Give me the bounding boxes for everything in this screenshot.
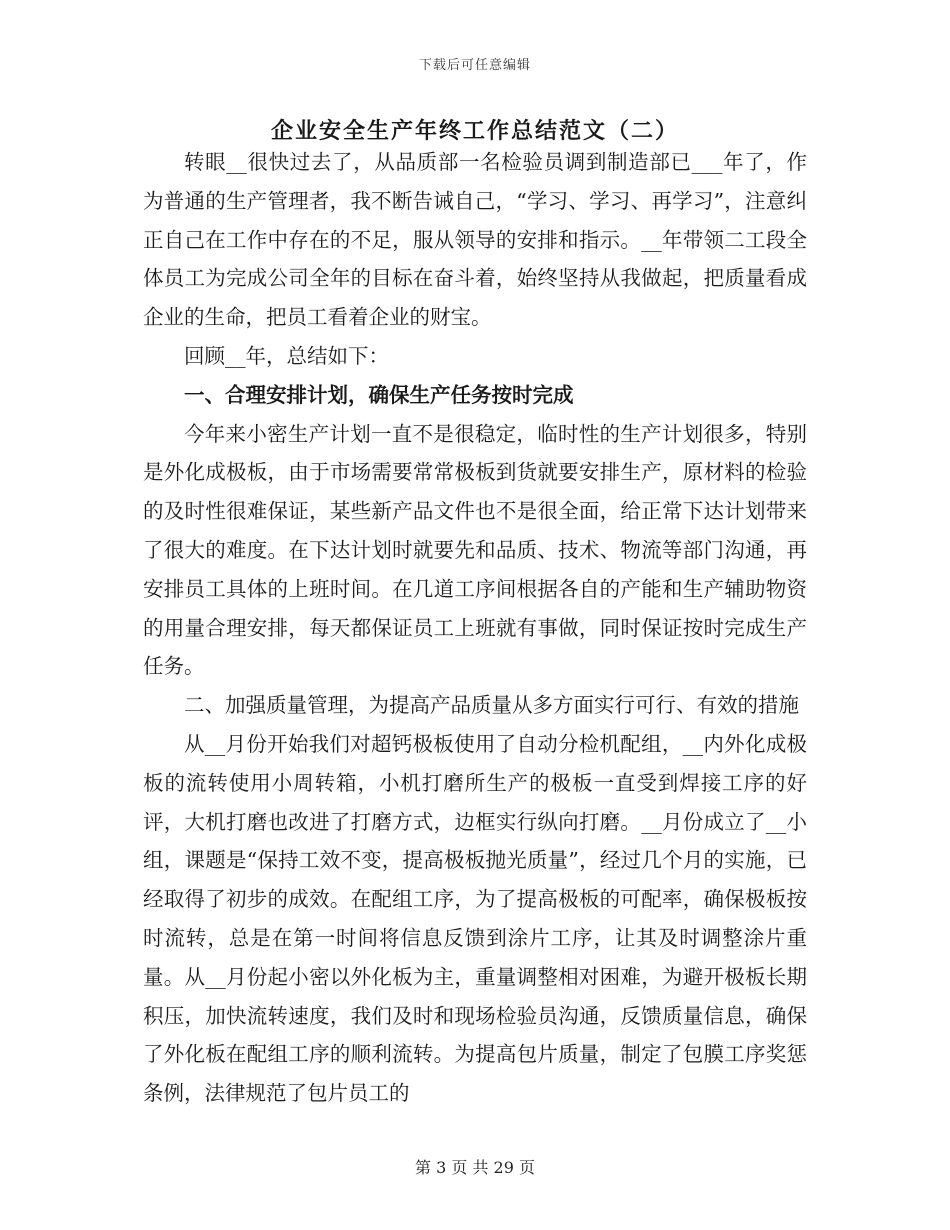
- paragraph-review: 回顾__年，总结如下：: [184, 343, 389, 368]
- page-number: 第 3 页 共 29 页: [415, 1158, 535, 1177]
- paragraph-section-2: 从__月份开始我们对超钙极板使用了自动分检机配组，__内外化成极板的流转使用小周转箱，小机打磨所生产的极板一直受到焊接工序的好评，大机打磨也改进了打磨方式，边框实行纵向打磨。__月份成立了__小组，课题是“保持工效不变，提高极板抛光质量”，经过几个月的实施，已经取得了初步的成效。在配组工序，为了提高极板的可配率，确保极板按时流转，总是在第一时间将信息反馈到涂片工序，让其及时调整涂片重量。从__月份起小密以外化板为主，重量调整相对困难，为避开极板长期积压，加快流转速度，我们及时和现场检验员沟通，反馈质量信息，确保了外化板在配组工序的顺利流转。为提高包片质量，制定了包膜工序奖惩条例，法律规范了包片员工的: [143, 731, 807, 1106]
- document-title: 企业安全生产年终工作总结范文（二）: [270, 118, 679, 144]
- section-heading-1: 一、合理安排计划，确保生产任务按时完成: [184, 382, 574, 407]
- document-body: [143, 143, 807, 1113]
- paragraph-section-1: 今年来小密生产计划一直不是很稳定，临时性的生产计划很多，特别是外化成极板，由于市场需要常常极板到货就要安排生产，原材料的检验的及时性很难保证，某些新产品文件也不是很全面，给正常下达计划带来了很大的难度。在下达计划时就要先和品质、技术、物流等部门沟通，再安排员工具体的上班时间。在几道工序间根据各自的产能和生产辅助物资的用量合理安排，每天都保证员工上班就有事做，同时保证按时完成生产任务。: [143, 421, 807, 679]
- page-header-note: 下载后可任意编辑: [418, 58, 531, 73]
- paragraph-intro: 转眼__很快过去了，从品质部一名检验员调到制造部已___年了，作为普通的生产管理者，我不断告诫自己，“学习、学习、再学习”，注意纠正自己在工作中存在的不足，服从领导的安排和指示。__年带领二工段全体员工为完成公司全年的目标在奋斗着，始终坚持从我做起，把质量看成企业的生命，把员工看着企业的财宝。: [143, 150, 807, 330]
- section-heading-2: 二、加强质量管理，为提高产品质量从多方面实行可行、有效的措施: [184, 693, 799, 718]
